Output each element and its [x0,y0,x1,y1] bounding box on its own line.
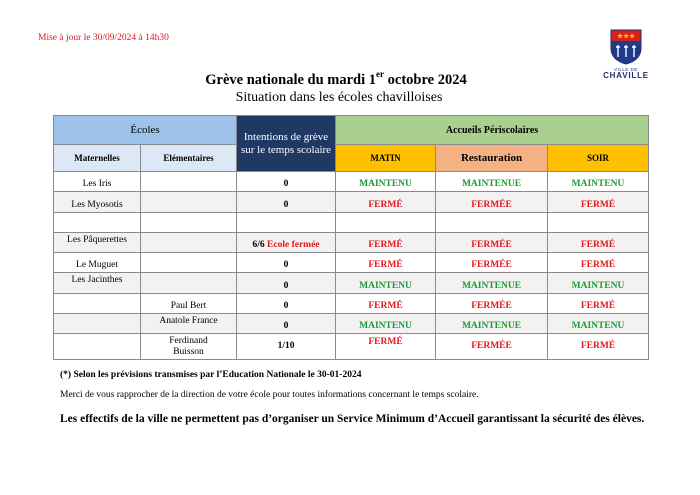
restauration-status: FERMÉE [436,293,548,313]
restauration-status: FERMÉE [436,192,548,212]
coat-of-arms-icon [609,28,643,66]
school-maternelle [54,293,141,313]
matin-status: MAINTENU [336,273,436,293]
strike-intention: 0 [237,314,336,334]
header-maternelles: Maternelles [54,145,141,172]
school-maternelle [54,314,141,334]
restauration-status: FERMÉE [436,334,548,360]
svg-text:★: ★ [616,31,624,41]
strike-intention: 0 [237,192,336,212]
school-elementaire: Paul Bert [141,293,237,313]
header-soir: SOIR [548,145,649,172]
matin-status [336,212,436,232]
matin-status: FERMÉ [336,253,436,273]
soir-status: FERMÉ [548,232,649,252]
strike-intention [237,212,336,232]
soir-status: FERMÉ [548,192,649,212]
strike-intention: 0 [237,172,336,192]
table-row [54,293,649,313]
header-intentions: Intentions de grève sur le temps scolaire [237,116,336,172]
header-restauration: Restauration [436,145,548,172]
school-maternelle: Les Myosotis [54,192,141,212]
table-row [54,334,649,360]
table-row [54,273,649,293]
table-row [54,314,649,334]
matin-status: FERMÉ [336,232,436,252]
school-maternelle [54,212,141,232]
table-row [54,172,649,192]
restauration-status: MAINTENUE [436,273,548,293]
table-row [54,232,649,252]
note-effectifs: Les effectifs de la ville ne permettent pas d’organiser un Service Minimum d’Accueil garantissant la sécurité des élèves. [60,413,645,425]
school-maternelle: Les Iris [54,172,141,192]
matin-status: FERMÉ [336,334,436,360]
note-contact: Merci de vous rapprocher de la direction de votre école pour toutes informations concernant le temps scolaire. [60,390,479,400]
strike-intention: 0 [237,273,336,293]
soir-status [548,212,649,232]
strike-intention [237,232,336,252]
soir-status: MAINTENU [548,172,649,192]
school-elementaire [141,192,237,212]
title-main: Grève nationale du mardi 1 [205,71,377,88]
header-accueils: Accueils Périscolaires [336,116,649,145]
table-row [54,192,649,212]
school-maternelle [54,334,141,360]
matin-status: MAINTENU [336,314,436,334]
title-date: octobre 2024 [384,71,467,88]
school-maternelle: Les Jacinthes [54,273,141,293]
school-elementaire [141,232,237,252]
school-elementaire [141,172,237,192]
table-row-empty [54,212,649,232]
restauration-status: FERMÉE [436,253,548,273]
restauration-status [436,212,548,232]
school-maternelle: Les Pâquerettes [54,232,141,252]
soir-status: FERMÉ [548,293,649,313]
soir-status: MAINTENU [548,314,649,334]
school-elementaire [141,212,237,232]
matin-status: FERMÉ [336,192,436,212]
note-prevision: (*) Selon les prévisions transmises par l’Education Nationale le 30-01-2024 [60,370,362,380]
school-maternelle: Le Muguet [54,253,141,273]
page-subtitle: Situation dans les écoles chavilloises [235,90,443,105]
school-elementaire: Anatole France [141,314,237,334]
svg-text:★: ★ [628,31,636,41]
page-title [0,70,672,89]
restauration-status: MAINTENUE [436,172,548,192]
logo-ville-text: VILLE DE [614,67,638,72]
restauration-status: MAINTENUE [436,314,548,334]
school-closed-note: Ecole fermée [264,240,320,251]
matin-status: MAINTENU [336,172,436,192]
strike-intention: 1/10 [237,334,336,360]
schools-table [53,115,649,360]
matin-status: FERMÉ [336,293,436,313]
strike-intention-value: 6/6 [252,240,265,251]
soir-status: FERMÉ [548,253,649,273]
school-elementaire [141,253,237,273]
strike-intention: 0 [237,293,336,313]
title-ordinal: er [376,69,385,79]
school-elementaire [141,273,237,293]
soir-status: FERMÉ [548,334,649,360]
update-timestamp: Mise à jour le 30/09/2024 à 14h30 [38,33,169,43]
restauration-status: FERMÉE [436,232,548,252]
soir-status: MAINTENU [548,273,649,293]
strike-intention: 0 [237,253,336,273]
header-elementaires: Elémentaires [141,145,237,172]
svg-text:★: ★ [622,31,630,41]
header-ecoles: Écoles [54,116,237,145]
school-elementaire: Ferdinand Buisson [141,334,237,360]
logo-city-name: CHAVILLE [603,71,649,80]
header-matin: MATIN [336,145,436,172]
table-row [54,253,649,273]
